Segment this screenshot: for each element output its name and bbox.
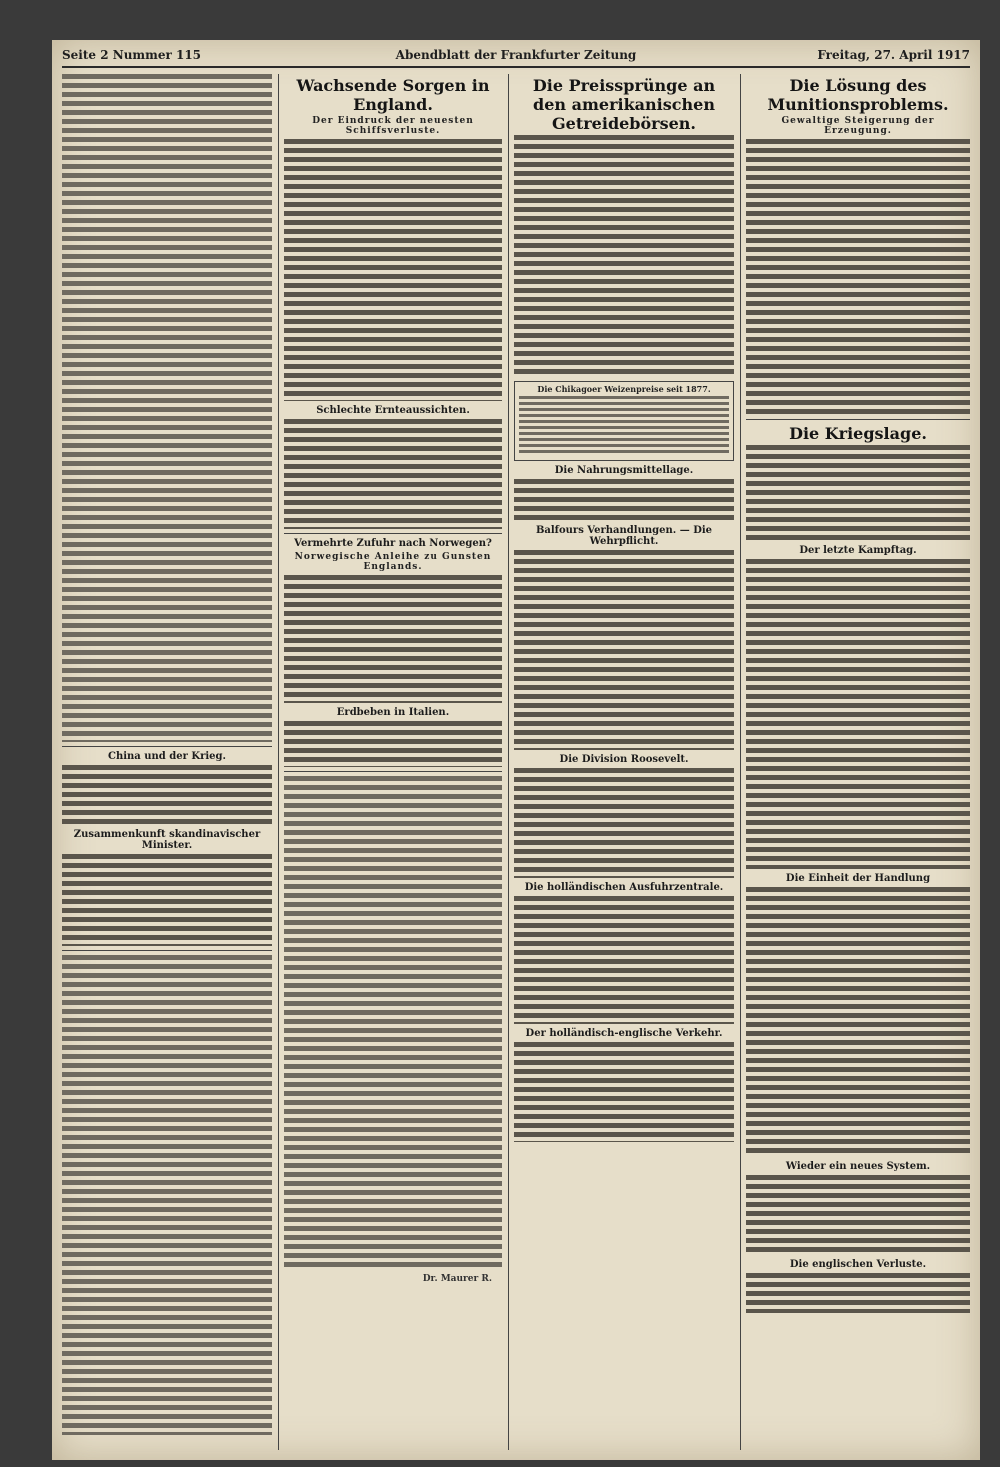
article-text	[284, 419, 502, 529]
article-text	[514, 479, 734, 521]
column-3	[514, 74, 734, 1450]
article-text	[746, 1175, 970, 1255]
article-text	[284, 721, 502, 767]
subheadline-sorgen: Der Eindruck der neuesten Schiffsverluste.	[312, 116, 474, 136]
page-number: Seite 2 Nummer 115	[62, 48, 202, 62]
headline-norwegen: Vermehrte Zufuhr nach Norwegen?	[294, 538, 492, 549]
issue-date: Freitag, 27. April 1917	[817, 48, 970, 62]
divider	[746, 419, 970, 420]
article-text	[62, 765, 272, 825]
article-text	[746, 887, 970, 1157]
headline-ernte: Schlechte Ernteaussichten.	[316, 405, 470, 416]
article-text	[514, 1042, 734, 1142]
article-text	[746, 139, 970, 415]
divider	[284, 771, 502, 772]
column-4	[746, 74, 970, 1450]
article-text	[62, 74, 272, 742]
newspaper-page	[52, 40, 980, 1460]
article-text	[514, 135, 734, 377]
headline-verluste: Die englischen Verluste.	[789, 1259, 927, 1270]
headline-balfour: Balfours Verhandlungen. — Die Wehrpflicht.	[535, 525, 713, 547]
article-text	[284, 575, 502, 703]
headline-verkehr: Der holländisch-englische Verkehr.	[525, 1028, 723, 1039]
column-1	[62, 74, 272, 1450]
classified-text	[284, 776, 502, 1270]
price-table	[514, 381, 734, 461]
subheadline-norwegen: Norwegische Anleihe zu Gunsten Englands.	[294, 552, 492, 572]
article-text	[284, 139, 502, 401]
headline-kampftag: Der letzte Kampftag.	[799, 545, 917, 556]
divider	[62, 950, 272, 951]
column-2	[284, 74, 502, 1450]
headline-china: China und der Krieg.	[108, 751, 226, 762]
headline-munition: Die Lösung des Munitionsproblems.	[767, 76, 949, 114]
headline-einheit: Die Einheit der Handlung	[785, 873, 931, 884]
divider	[284, 533, 502, 534]
headline-division: Die Division Roosevelt.	[559, 754, 689, 765]
column-rule	[278, 74, 279, 1450]
article-text	[62, 854, 272, 946]
table-title: Die Chikagoer Weizenpreise seit 1877.	[537, 384, 711, 394]
table-grid	[519, 396, 729, 456]
divider	[62, 746, 272, 747]
headline-sorgen: Wachsende Sorgen in England.	[296, 76, 490, 114]
article-text	[746, 1273, 970, 1313]
headline-minister: Zusammenkunft skandinavischer Minister.	[73, 829, 261, 851]
article-text	[514, 550, 734, 750]
page-header	[62, 44, 970, 68]
column-rule	[508, 74, 509, 1450]
headline-erdbeben: Erdbeben in Italien.	[336, 707, 450, 718]
headline-system: Wieder ein neues System.	[785, 1161, 931, 1172]
headline-kriegslage: Die Kriegslage.	[789, 424, 927, 443]
column-rule	[740, 74, 741, 1450]
article-text	[514, 768, 734, 878]
article-text	[746, 559, 970, 869]
article-text	[746, 445, 970, 541]
subheadline-munition: Gewaltige Steigerung der Erzeugung.	[781, 116, 935, 136]
headline-nahrung: Die Nahrungsmittellage.	[554, 465, 694, 476]
article-text	[514, 896, 734, 1024]
headline-holland: Die holländischen Ausfuhrzentrale.	[524, 882, 724, 893]
newspaper-title: Abendblatt der Frankfurter Zeitung	[395, 48, 637, 62]
headline-preissprunge: Die Preissprünge an den amerikanischen Getreidebörsen.	[532, 76, 716, 133]
feuilleton-text	[62, 955, 272, 1435]
signature: Dr. Maurer R.	[422, 1274, 492, 1284]
